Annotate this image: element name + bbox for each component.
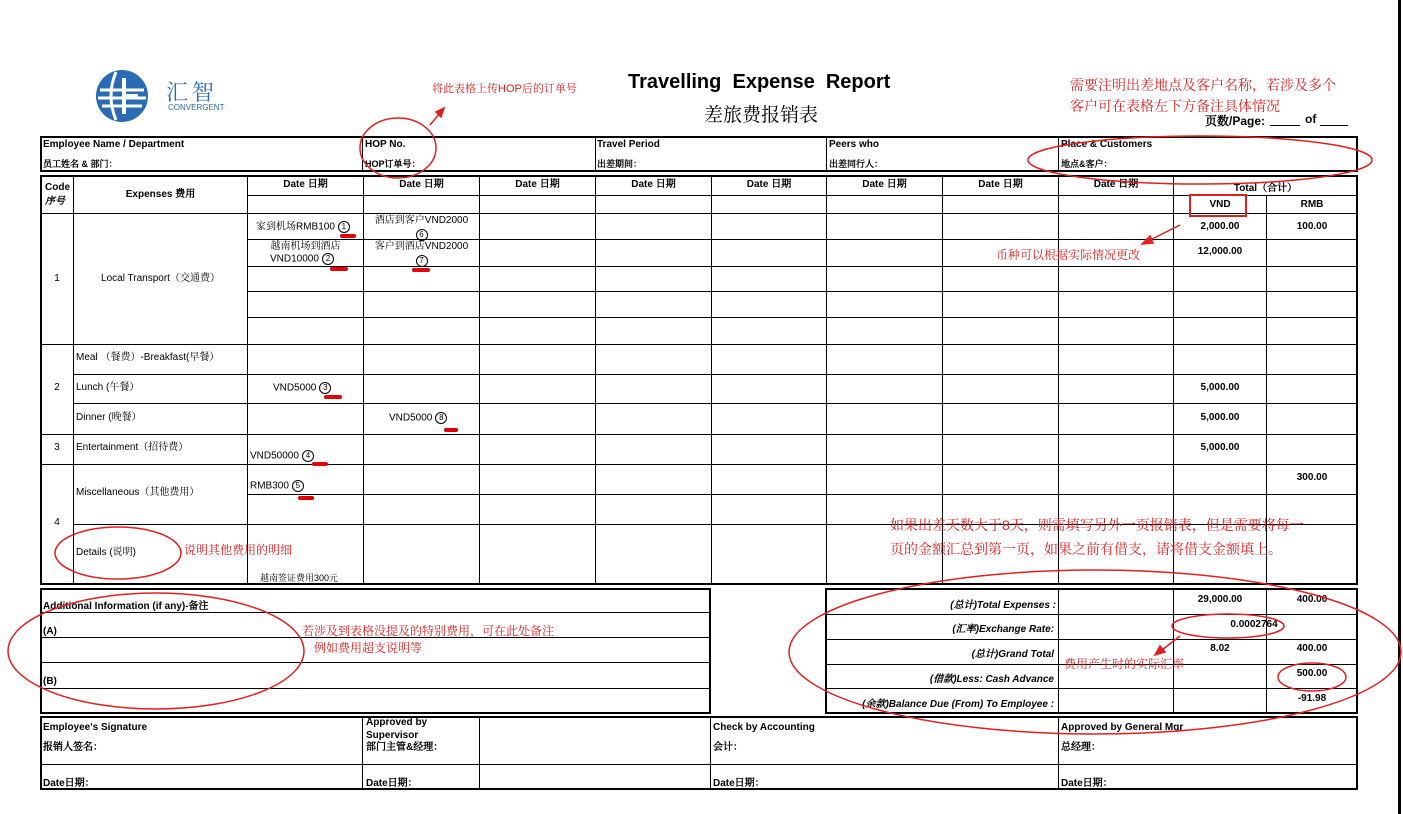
gm-date-label: Date日期： xyxy=(1061,778,1113,789)
place-circle xyxy=(1028,136,1372,184)
row4-code: 4 xyxy=(54,517,60,528)
pages-annotation-line1: 如果出差天数大于8天，则需填写另外一页报销表，但是需要将每一 xyxy=(890,517,1304,533)
accounting-label: Check by Accounting xyxy=(713,722,815,733)
row2-lunch-entry: VND5000 3 xyxy=(273,382,331,395)
pages-annotation-line2: 页的金额汇总到第一页，如果之前有借支，请将借支金额填上。 xyxy=(890,541,1282,557)
page-label: 页数/Page: xyxy=(1205,114,1266,128)
hop-circle xyxy=(360,118,436,178)
row1-day2-entry-b-num: 7 xyxy=(364,255,479,268)
row3-code: 3 xyxy=(54,442,60,453)
accounting-date-label: Date日期： xyxy=(713,778,765,789)
row4-misc-label: Miscellaneous（其他费用） xyxy=(76,487,200,498)
employee-label: Employee Name / Department xyxy=(43,139,185,150)
row2-lunch-vnd: 5,000.00 xyxy=(1200,382,1240,393)
special-annotation-line2: 例如费用超支说明等 xyxy=(314,641,423,655)
peers-label: Peers who xyxy=(829,139,880,150)
date-col-4: Date 日期 xyxy=(631,179,676,190)
row2-code: 2 xyxy=(54,382,60,393)
grand-total-rmb: 400.00 xyxy=(1296,643,1328,654)
additional-circle xyxy=(8,593,304,709)
date-col-8: Date 日期 xyxy=(1093,179,1139,190)
row2-lunch-label: Lunch (午餐） xyxy=(76,382,140,393)
additional-info-title: Additional Information (if any)-备注 xyxy=(43,601,209,612)
row1-rmb-1: 100.00 xyxy=(1296,221,1328,232)
expenses-header: Expenses 费用 xyxy=(125,189,196,200)
row1-vnd-2: 12,000.00 xyxy=(1197,246,1243,257)
row1-label: Local Transport（交通费） xyxy=(101,273,220,284)
vnd-header: VND xyxy=(1209,199,1231,210)
balance-due-label: (余款)Balance Due (From) To Employee : xyxy=(862,699,1054,710)
accounting-label-cn: 会计： xyxy=(713,742,743,753)
cash-advance-rmb: 500.00 xyxy=(1296,668,1328,679)
row4-rmb: 300.00 xyxy=(1296,472,1328,483)
row2-dinner-entry: VND5000 8 xyxy=(389,412,447,425)
total-header: Total（合计） xyxy=(1233,183,1298,194)
total-expenses-label: (总计)Total Expenses : xyxy=(950,600,1056,611)
row4-details-label: Details (说明) xyxy=(76,547,137,558)
currency-annotation: 币种可以根据实际情况更改 xyxy=(996,248,1141,262)
rate-annotation: 费用产生时的实际汇率 xyxy=(1064,657,1185,671)
report-title-en: Travelling Expense Report xyxy=(628,71,891,93)
code-header-cn: 序号 xyxy=(45,196,65,207)
row3-entry: VND50000 4 xyxy=(250,450,314,463)
employee-label-cn: 员工姓名 & 部门： xyxy=(43,159,118,169)
peers-label-cn: 出差同行人： xyxy=(829,159,884,169)
balance-due-rmb: -91.98 xyxy=(1297,693,1327,704)
row1-day2-entry-a-num: 6 xyxy=(364,229,479,242)
vnd-highlight-box xyxy=(1190,195,1246,216)
row3-label: Entertainment（招待费） xyxy=(76,442,189,453)
date-col-7: Date 日期 xyxy=(978,179,1023,190)
row4-details-entry: 越南签证费用300元 xyxy=(260,573,339,583)
date-col-6: Date 日期 xyxy=(862,179,907,190)
gm-label: Approved by General Mgr xyxy=(1061,722,1184,733)
date-col-1: Date 日期 xyxy=(283,179,328,190)
travel-period-label: Travel Period xyxy=(597,139,660,150)
rate-circle xyxy=(1172,614,1284,638)
gm-label-cn: 总经理： xyxy=(1061,742,1101,753)
row2-dinner-vnd: 5,000.00 xyxy=(1200,412,1240,423)
supervisor-label-2: Supervisor xyxy=(366,730,419,741)
date-col-3: Date 日期 xyxy=(515,179,560,190)
row2-dinner-label: Dinner (晚餐） xyxy=(76,412,142,423)
supervisor-label-cn: 部门主管&经理： xyxy=(366,742,444,753)
row1-vnd-1: 2,000.00 xyxy=(1200,221,1240,232)
total-expenses-vnd: 29,000.00 xyxy=(1197,594,1243,605)
row4-misc-entry: RMB300 5 xyxy=(250,480,304,493)
grand-total-label: (总计)Grand Total xyxy=(971,649,1054,660)
employee-date-label: Date日期： xyxy=(43,778,95,789)
row1-day1-entry-b-line2: VND10000 2 xyxy=(270,253,334,266)
code-header: Code xyxy=(45,182,70,193)
logo-name-cn: 汇智 xyxy=(166,81,219,106)
supervisor-date-label: Date日期： xyxy=(366,778,418,789)
date-col-5: Date 日期 xyxy=(746,179,792,190)
row3-vnd: 5,000.00 xyxy=(1200,442,1240,453)
exchange-rate-label: (汇率)Exchange Rate: xyxy=(952,624,1054,635)
row1-day1-entry-a: 家到机场RMB100 1 xyxy=(256,221,350,234)
place-annotation-line2: 客户可在表格左下方备注具体情况 xyxy=(1070,98,1280,114)
hop-annotation: 将此表格上传HOP后的订单号 xyxy=(432,83,577,95)
row1-day2-entry-a: 酒店到客户VND2000 xyxy=(374,215,469,226)
rmb-header: RMB xyxy=(1300,199,1324,210)
employee-signature-label-cn: 报销人签名： xyxy=(43,742,103,753)
supervisor-label-1: Approved by xyxy=(366,717,428,728)
cash-advance-label: (借款)Less: Cash Advance xyxy=(929,674,1054,685)
hop-label-cn: HOP订单号： xyxy=(365,159,421,169)
grand-total-vnd: 8.02 xyxy=(1210,643,1230,654)
row1-day2-entry-b: 客户到酒店VND2000 xyxy=(374,241,469,252)
hop-label: HOP No. xyxy=(365,139,406,150)
exchange-rate-value: 0.0002764 xyxy=(1230,619,1278,630)
advance-circle xyxy=(1278,663,1346,691)
row1-code: 1 xyxy=(54,273,60,284)
details-circle xyxy=(55,527,181,579)
summary-circle xyxy=(789,570,1401,734)
details-annotation: 说明其他费用的明细 xyxy=(184,543,293,557)
employee-signature-label: Employee's Signature xyxy=(43,722,148,733)
additional-a-label: (A) xyxy=(43,626,57,637)
row2-meal-label: Meal （餐费）-Breakfast(早餐） xyxy=(76,352,220,363)
total-expenses-rmb: 400.00 xyxy=(1296,594,1328,605)
row1-day1-entry-b-line1: 越南机场到酒店 xyxy=(270,241,341,252)
page-of-label: of xyxy=(1305,112,1317,126)
date-col-2: Date 日期 xyxy=(399,179,444,190)
report-title-cn: 差旅费报销表 xyxy=(704,105,819,126)
place-label: Place & Customers xyxy=(1061,139,1153,150)
additional-b-label: (B) xyxy=(43,676,57,687)
travel-period-label-cn: 出差期间： xyxy=(597,159,643,169)
place-annotation-line1: 需要注明出差地点及客户名称，若涉及多个 xyxy=(1070,77,1336,93)
place-label-cn: 地点&客户： xyxy=(1061,159,1113,169)
logo-name-en: CONVERGENT xyxy=(168,103,225,112)
special-annotation-line1: 若涉及到表格没提及的特别费用，可在此处备注 xyxy=(302,624,555,638)
